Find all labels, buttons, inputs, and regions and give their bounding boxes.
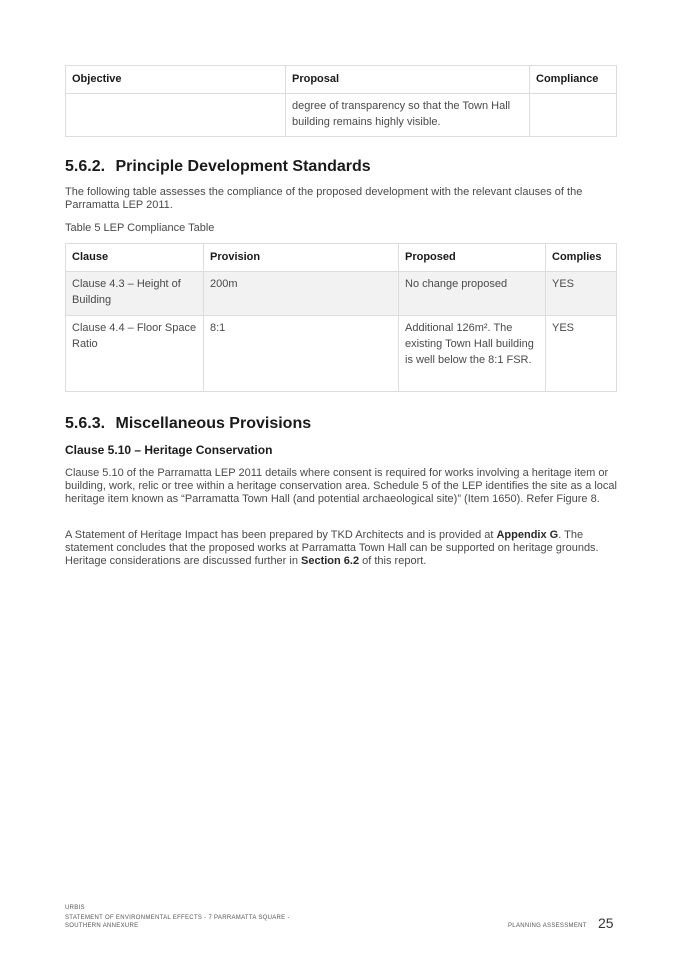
section-title: Miscellaneous Provisions [115, 415, 312, 432]
table-cell: Clause 4.4 – Floor Space Ratio [66, 316, 204, 392]
subheading-heritage: Clause 5.10 – Heritage Conservation [65, 443, 273, 457]
table-cell: 200m [204, 272, 399, 316]
section-number: 5.6.3. [65, 415, 106, 432]
table-header-row [66, 66, 617, 94]
table-header-row [66, 244, 617, 272]
appendix-reference: Appendix G [496, 529, 559, 541]
column-header-proposed: Proposed [399, 244, 546, 272]
table-cell: YES [546, 272, 617, 316]
text-run: . The statement concludes that the proposed works at Parramatta Town Hall can be supported on heritage grounds. Heritage considerations are discussed further in [65, 529, 599, 567]
footer-doc-line: SOUTHERN ANNEXURE [65, 923, 139, 929]
table-cell: No change proposed [399, 272, 546, 316]
objectives-table [65, 65, 617, 137]
table-row [66, 94, 617, 137]
text-run: A Statement of Heritage Impact has been prepared by TKD Architects and is provided at [65, 529, 497, 541]
table-cell [530, 94, 617, 137]
section-heading-562 [65, 158, 371, 176]
page-number: 25 [598, 915, 614, 931]
table-cell: YES [546, 316, 617, 392]
column-header-complies: Complies [546, 244, 617, 272]
section-reference: Section 6.2 [301, 555, 360, 567]
table-cell: degree of transparency so that the Town Hall building remains highly visible. [286, 94, 530, 137]
section-number: 5.6.2. [65, 158, 106, 175]
column-header-clause: Clause [66, 244, 204, 272]
table-row [66, 272, 617, 316]
heritage-paragraph-1: Clause 5.10 of the Parramatta LEP 2011 details where consent is required for works involving a heritage item or building, work, relic or tree within a heritage conservation area. Schedule 5 of the LEP identifies the site as a local heritage item known as “Parramatta Town Hall (and potential archaeological site)” (Item 1650). Refer Figure 8. [65, 467, 617, 505]
table-cell [66, 94, 286, 137]
table-cell: Additional 126m². The existing Town Hall building is well below the 8:1 FSR. [399, 316, 546, 392]
table-cell: 8:1 [204, 316, 399, 392]
table-cell: Clause 4.3 – Height of Building [66, 272, 204, 316]
intro-paragraph: The following table assesses the compliance of the proposed development with the relevant clauses of the Parramatta LEP 2011. [65, 186, 583, 211]
column-header-objective: Objective [66, 66, 286, 94]
footer-doc-line: STATEMENT OF ENVIRONMENTAL EFFECTS - 7 PARRAMATTA SQUARE - [65, 915, 290, 921]
column-header-compliance: Compliance [530, 66, 617, 94]
column-header-proposal: Proposal [286, 66, 530, 94]
footer-brand: URBIS [65, 905, 85, 911]
table-row [66, 316, 617, 392]
lep-compliance-table [65, 243, 617, 392]
section-title: Principle Development Standards [115, 158, 371, 175]
heritage-paragraph-2 [65, 529, 617, 568]
column-header-provision: Provision [204, 244, 399, 272]
table-caption: Table 5 LEP Compliance Table [65, 222, 215, 234]
footer-section-name: PLANNING ASSESSMENT [508, 923, 587, 929]
section-heading-563 [65, 415, 311, 433]
footer-document-title [65, 914, 325, 930]
text-run: of this report. [359, 555, 427, 567]
